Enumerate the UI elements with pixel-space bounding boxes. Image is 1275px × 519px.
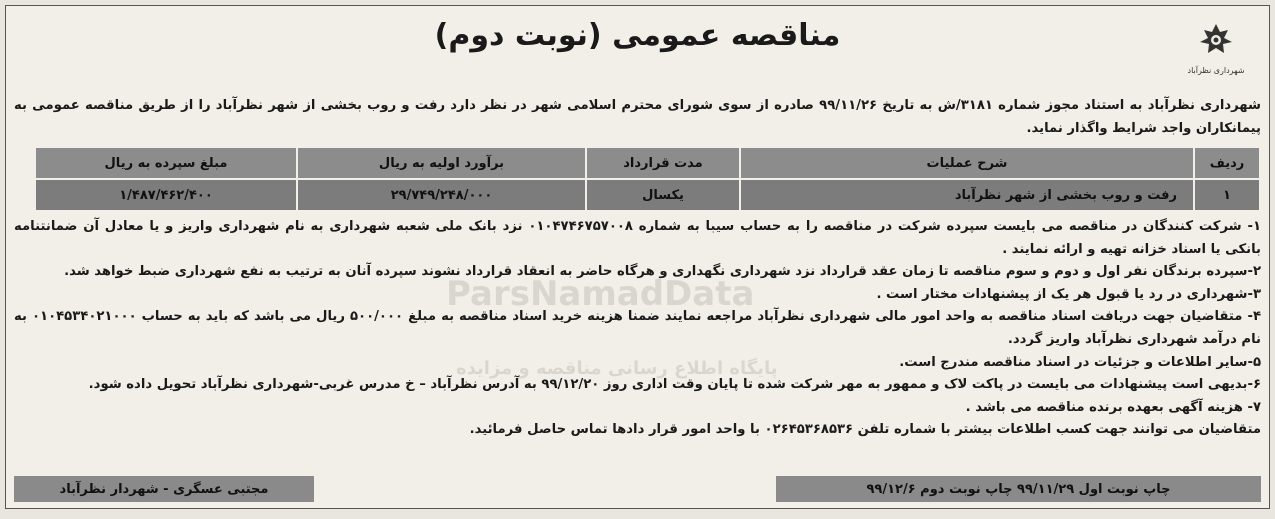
cell-description: رفت و روب بخشی از شهر نظرآباد <box>740 179 1194 211</box>
contact-note: متقاضیان می توانند جهت کسب اطلاعات بیشتر با شماره تلفن ۰۲۶۴۵۳۶۸۵۳۶ با واحد امور قرار دادها تماس حاصل فرمائید. <box>469 422 1261 438</box>
table-row <box>35 179 1260 211</box>
condition-item: ۶-بدیهی است پیشنهادات می بایست در پاکت لاک و ممهور به مهر شرکت شده تا پایان وقت اداری روز ۹۹/۱۲/۲۰ به آدرس نظرآباد – خ مدرس غربی-شهرداری نظرآباد تحویل داده شود. <box>88 377 1261 393</box>
intro-paragraph: شهرداری نظرآباد به استناد مجوز شماره ۳۱۸۱/ش به تاریخ ۹۹/۱۱/۲۶ صادره از سوی شورای محترم اسلامی شهر در نظر دارد رفت و روب بخشی از شهر نظرآباد را از طریق مناقصه عمومی به پیمانکاران واجد شرایط واگذار نماید. <box>14 98 1261 136</box>
cell-row-number: ۱ <box>1194 179 1260 211</box>
col-deposit: مبلغ سپرده به ریال <box>35 147 297 179</box>
logo-caption: شهرداری نظرآباد <box>1187 66 1245 75</box>
watermark-caption: پایگاه اطلاع رسانی مناقصه و مزایده <box>456 358 778 379</box>
table-header-row <box>35 147 1260 179</box>
tender-table <box>34 146 1261 212</box>
condition-item: ۵-سایر اطلاعات و جزئیات در اسناد مناقصه مندرج است. <box>899 354 1261 370</box>
col-duration: مدت قرارداد <box>586 147 740 179</box>
footer <box>14 476 1261 502</box>
cell-estimate: ۲۹/۷۴۹/۲۴۸/۰۰۰ <box>297 179 586 211</box>
tender-notice <box>5 5 1270 509</box>
condition-item: ۱- شرکت کنندگان در مناقصه می بایست سپرده شرکت در مناقصه را به حساب سیبا به شماره ۰۱۰۴۷۴۶۷۵۷۰۰۸ نزد بانک ملی شعبه شهرداری به نام شهرداری واریز و یا معادل آن ضمانتنامه بانکی یا اسناد خزانه تهیه و ارائه نمایند . <box>14 219 1261 257</box>
publication-dates: چاپ نوبت اول ۹۹/۱۱/۲۹ چاپ نوبت دوم ۹۹/۱۲/۶ <box>776 476 1261 502</box>
conditions-list <box>14 216 1261 442</box>
col-estimate: برآورد اولیه به ریال <box>297 147 586 179</box>
signature: مجتبی عسگری - شهردار نظرآباد <box>14 476 314 502</box>
watermark-brand: ParsNamadData <box>446 274 755 314</box>
cell-deposit: ۱/۴۸۷/۴۶۲/۴۰۰ <box>35 179 297 211</box>
condition-item: ۷- هزینه آگهی بعهده برنده مناقصه می باشد . <box>965 399 1261 415</box>
col-description: شرح عملیات <box>740 147 1194 179</box>
condition-item: ۲-سپرده برندگان نفر اول و دوم و سوم مناقصه تا زمان عقد قرارداد نزد شهرداری نگهداری و هرگاه حاضر به انعقاد قرارداد نشوند سپرده آنان به ترتیب به نفع شهرداری ضبط خواهد شد. <box>64 264 1261 280</box>
col-row-number: ردیف <box>1194 147 1260 179</box>
condition-item: ۳-شهرداری در رد یا قبول هر یک از پیشنهادات مختار است . <box>876 286 1261 302</box>
page-title: مناقصه عمومی (نوبت دوم) <box>434 18 841 53</box>
condition-item: ۴- متقاضیان جهت دریافت اسناد مناقصه به واحد امور مالی شهرداری نظرآباد مراجعه نمایند ضمنا هزینه خرید اسناد مناقصه به مبلغ ۵۰۰/۰۰۰ ریال می باشد که باید به حساب ۰۱۰۴۵۳۴۰۲۱۰۰۰ به نام درآمد شهرداری نظرآباد واریز گردد. <box>14 309 1261 347</box>
cell-duration: یکسال <box>586 179 740 211</box>
